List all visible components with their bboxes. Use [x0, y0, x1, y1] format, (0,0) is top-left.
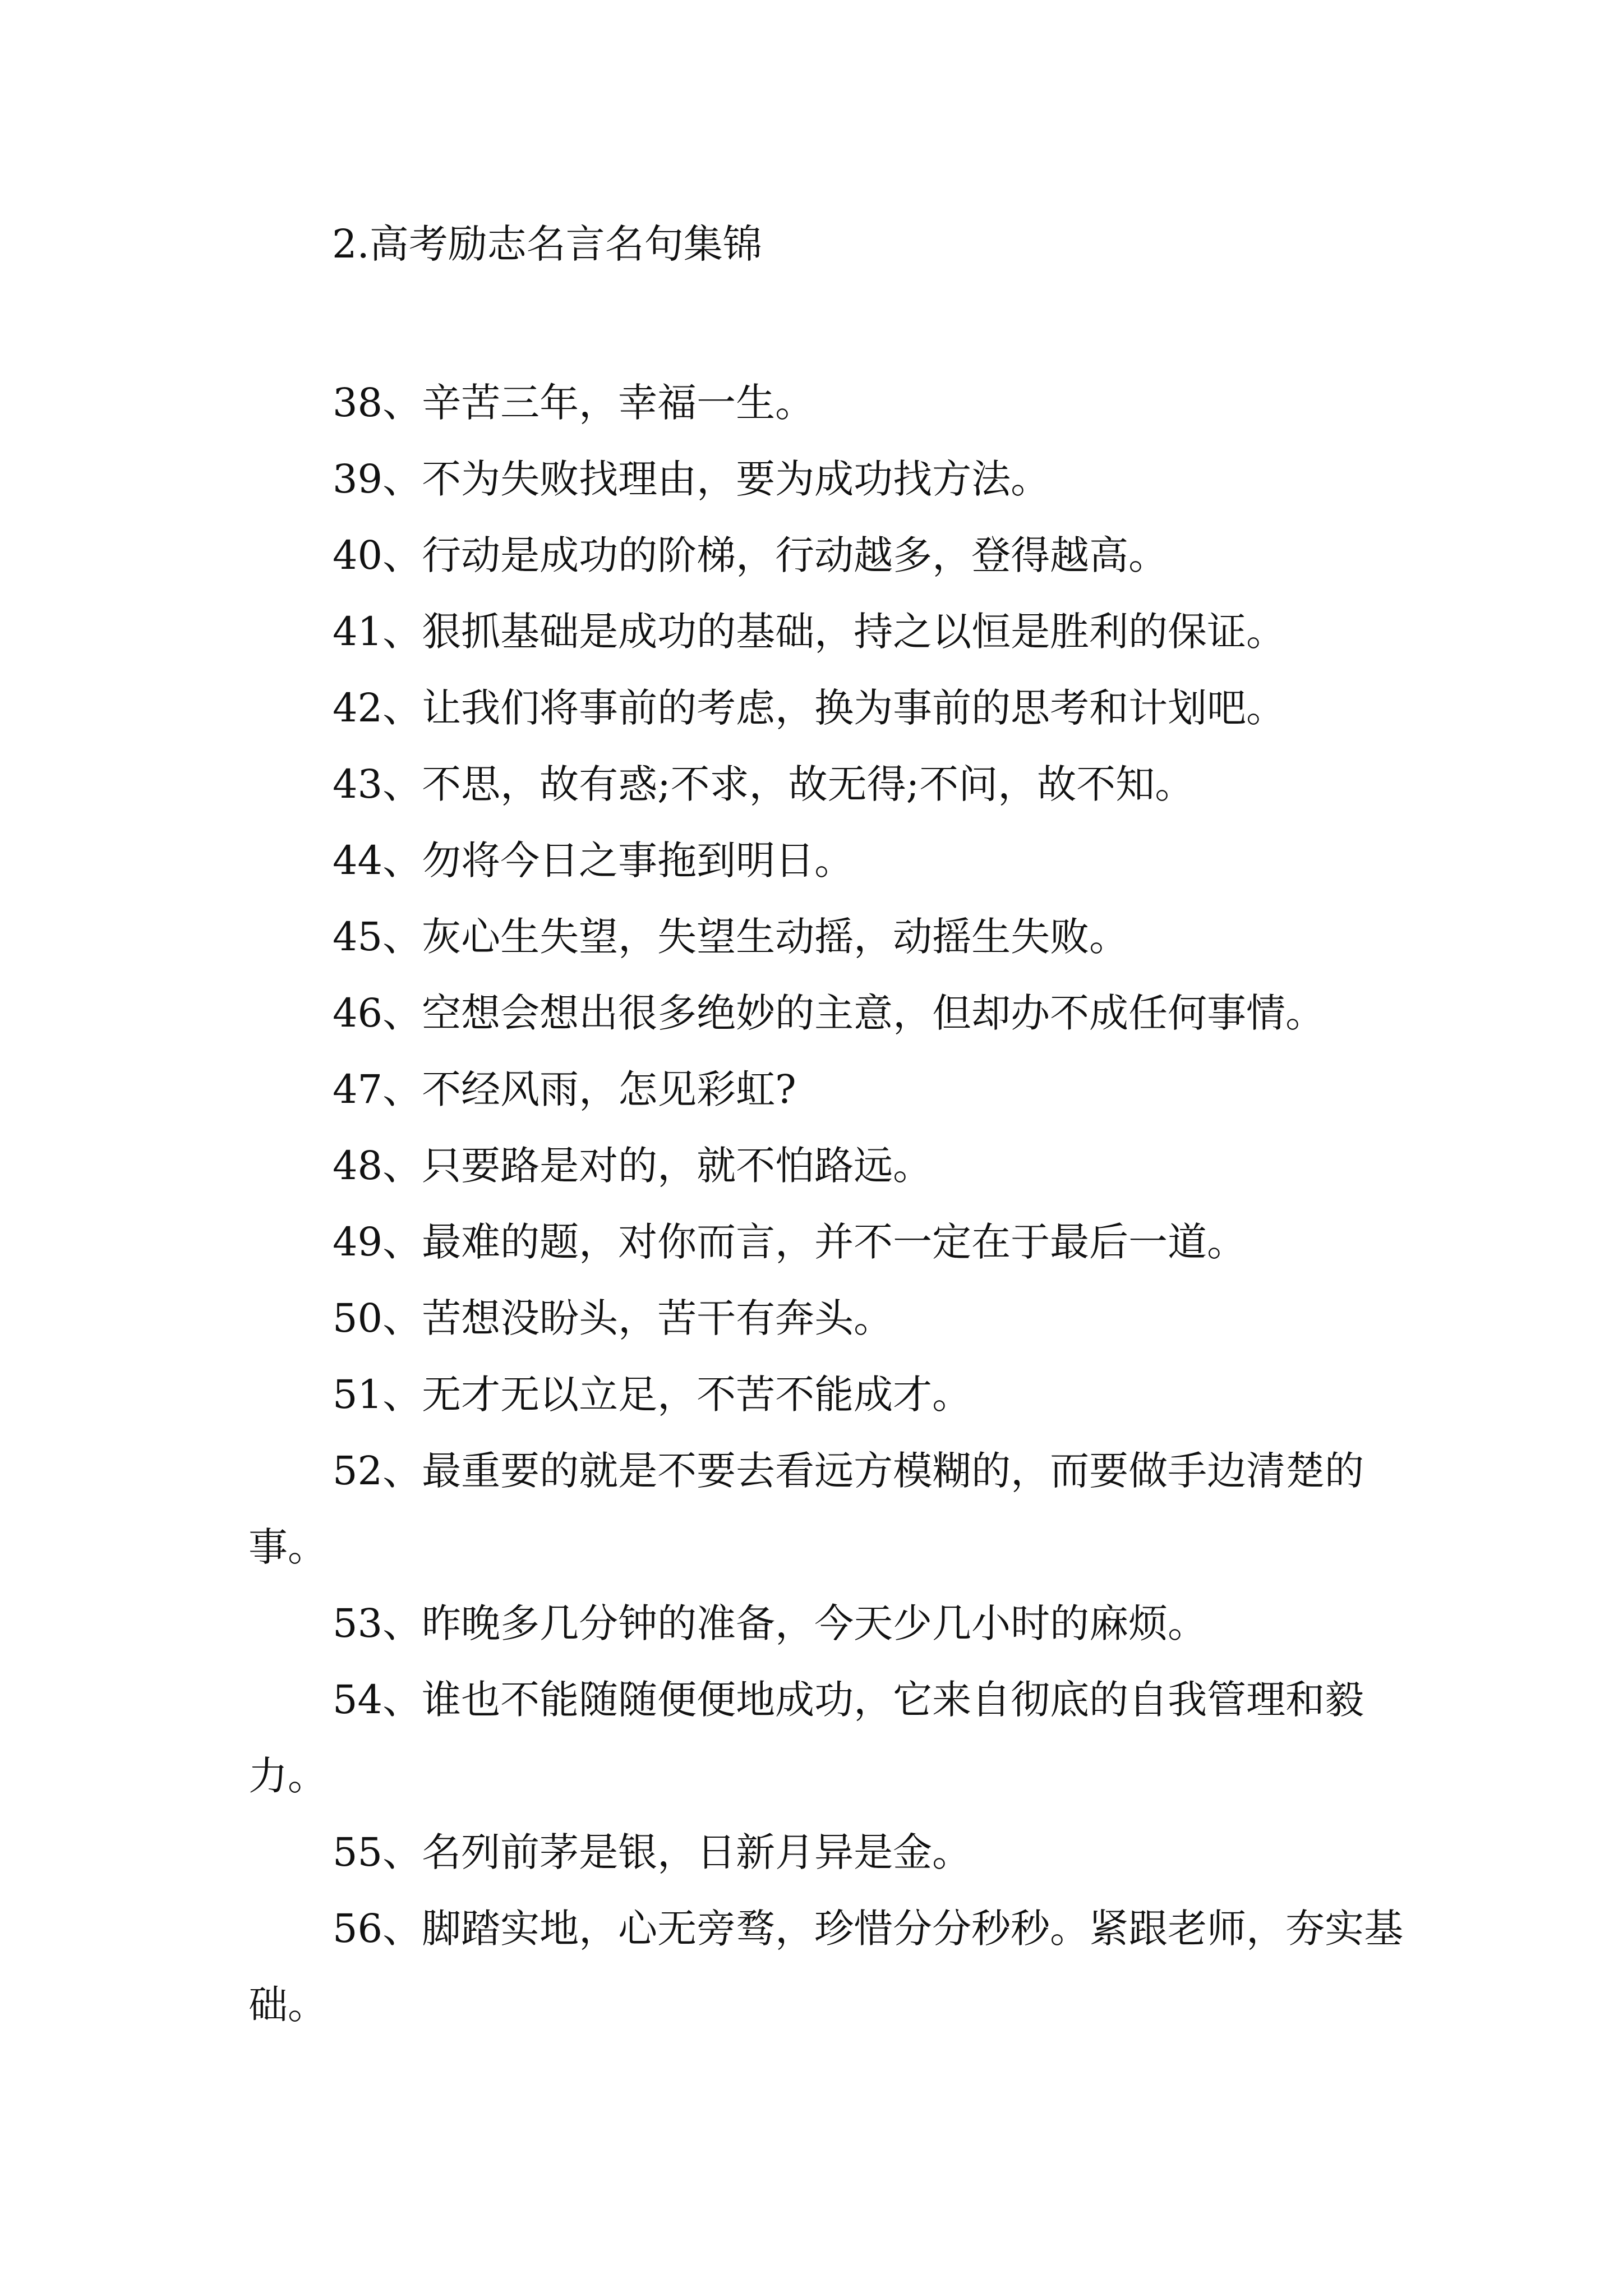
- list-item: 40、行动是成功的阶梯，行动越多，登得越高。: [333, 532, 1168, 578]
- list-item: 45、灰心生失望，失望生动摇，动摇生失败。: [333, 914, 1129, 960]
- list-item: 53、昨晚多几分钟的准备，今天少几小时的麻烦。: [333, 1600, 1207, 1646]
- list-item: 46、空想会想出很多绝妙的主意，但却办不成任何事情。: [333, 990, 1325, 1036]
- list-item: 49、最难的题，对你而言，并不一定在于最后一道。: [333, 1219, 1247, 1265]
- list-item: 42、让我们将事前的考虑，换为事前的思考和计划吧。: [333, 685, 1286, 731]
- list-item: 56、脚踏实地，心无旁骛，珍惜分分秒秒。紧跟老师，夯实基础。: [248, 1906, 1404, 2028]
- list-item: 52、最重要的就是不要去看远方模糊的，而要做手边清楚的事。: [248, 1448, 1364, 1570]
- quote-list: [248, 365, 1415, 2043]
- list-item: 38、辛苦三年，幸福一生。: [333, 380, 815, 426]
- section-heading: 2.高考励志名言名句集锦: [332, 221, 762, 267]
- list-item: 44、勿将今日之事拖到明日。: [333, 838, 854, 884]
- list-item: 41、狠抓基础是成功的基础，持之以恒是胜利的保证。: [333, 609, 1286, 655]
- list-item: 54、谁也不能随随便便地成功，它来自彻底的自我管理和毅力。: [248, 1677, 1364, 1799]
- list-item: 39、不为失败找理由，要为成功找方法。: [333, 456, 1050, 502]
- list-item: 55、名列前茅是银，日新月异是金。: [333, 1829, 972, 1875]
- list-item: 47、不经风雨，怎见彩虹?: [333, 1066, 796, 1112]
- list-item: 51、无才无以立足，不苦不能成才。: [333, 1372, 972, 1418]
- list-item: 50、苦想没盼头，苦干有奔头。: [333, 1295, 893, 1341]
- list-item: 43、不思，故有惑;不求，故无得;不问，故不知。: [333, 761, 1195, 807]
- list-item: 48、只要路是对的，就不怕路远。: [333, 1143, 933, 1189]
